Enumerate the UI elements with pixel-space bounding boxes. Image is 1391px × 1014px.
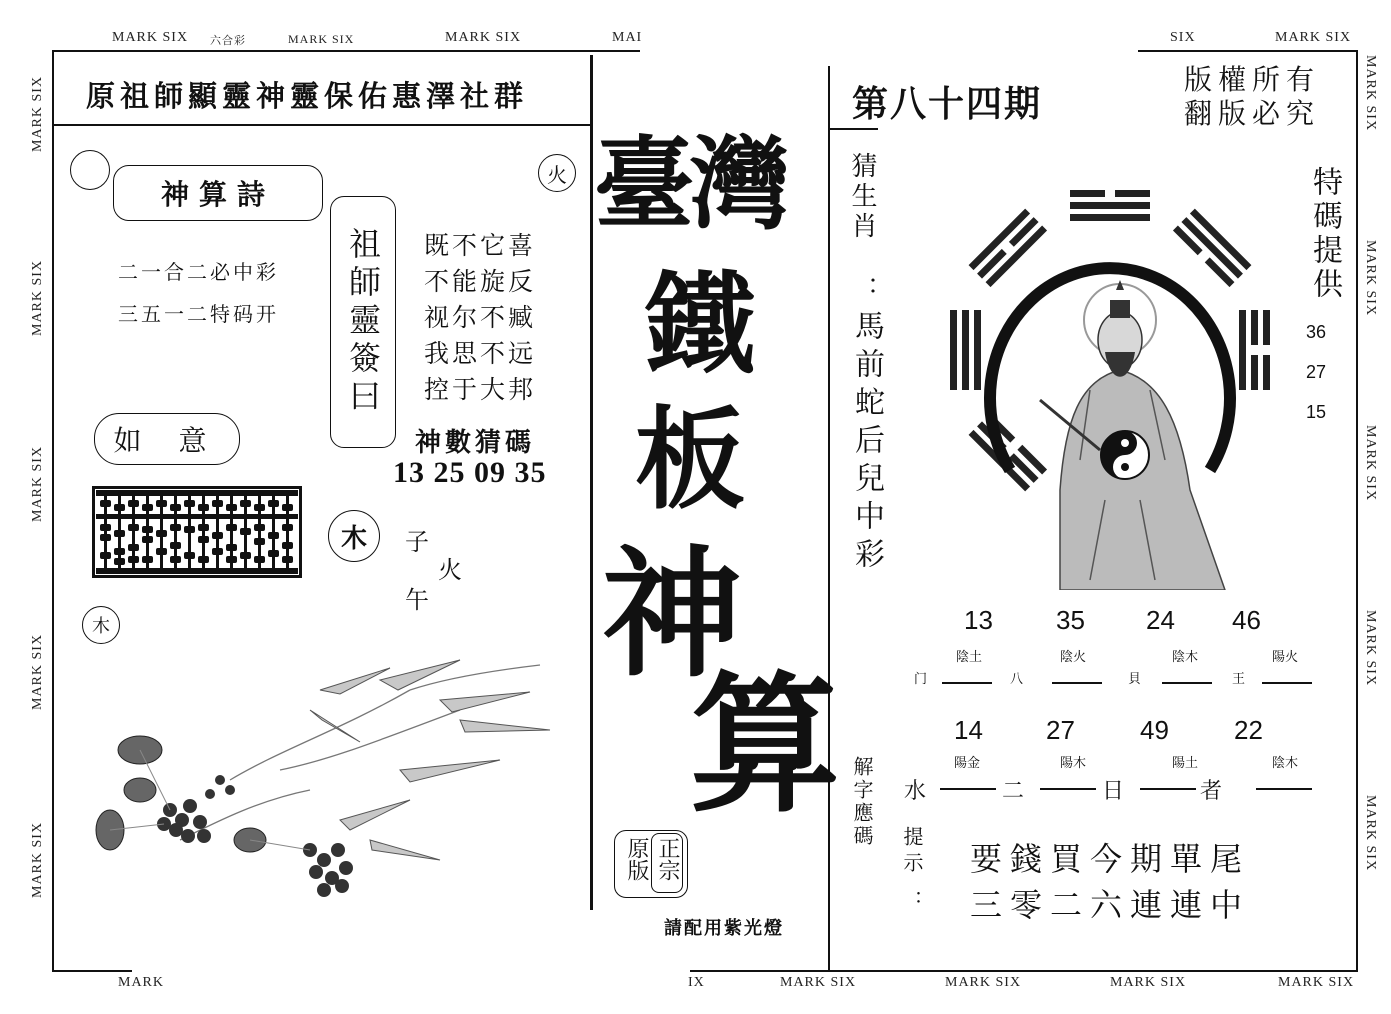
watermark-left-5: MARK SIX [30, 821, 45, 898]
issue-number: 第八十四期 [852, 83, 1043, 125]
frame-bottom-right [690, 970, 1358, 972]
bamboo-berry-illustration [80, 650, 580, 920]
title-char-1: 鐵 [645, 260, 755, 389]
row1-number-3: 24 [1146, 605, 1175, 635]
divider-left [590, 55, 593, 910]
row2-tag-2: 陽木 [1060, 756, 1087, 771]
title-char-2: 板 [635, 395, 745, 524]
watermark-right-5: MARK SIX [1363, 795, 1378, 872]
element-huo: 火 [438, 556, 462, 584]
wood-badge-small [82, 606, 120, 644]
watermark-left-3: MARK SIX [30, 445, 45, 522]
hint-label: 提示 [900, 826, 924, 878]
guess-label: 神數猜碼 [415, 428, 536, 458]
sign-box [330, 196, 396, 448]
lottery-line-2: 三五一二特码开 [118, 302, 279, 326]
row2-number-2: 27 [1046, 715, 1075, 745]
banner-underline [52, 124, 592, 126]
watermark-bottom-6: MARK SIX [1278, 975, 1355, 990]
watermark-left-4: MARK SIX [30, 633, 45, 710]
frame-bottom-left [52, 970, 132, 972]
zodiac-wu: 午 [405, 586, 429, 614]
row1-number-4: 46 [1232, 605, 1261, 635]
poem-line-4: 我思不远 [424, 339, 537, 368]
poem-line-3: 视尔不臧 [424, 303, 537, 332]
row1-tag-1: 陰土 [956, 650, 983, 665]
stamp-right-box [651, 833, 683, 893]
hint-line-1: 要錢買今期單尾 [970, 840, 1251, 878]
watermark-left-2: MARK SIX [30, 259, 45, 336]
special-number-1: 36 [1306, 322, 1327, 342]
watermark-top-6: SIX [1170, 30, 1196, 45]
authentic-stamp [614, 830, 688, 898]
title-char-4: 算 [690, 657, 841, 833]
row2-char-2: 二 [1002, 779, 1025, 804]
wood-badge [328, 510, 380, 562]
row1-number-2: 35 [1056, 605, 1085, 635]
row1-blank-2 [1052, 682, 1102, 684]
special-number-3: 15 [1306, 402, 1327, 422]
watermark-right-1: MARK SIX [1363, 55, 1378, 132]
frame-left [52, 50, 54, 972]
watermark-top-3: MARK SIX [288, 32, 355, 46]
copyright-line-2: 翻版必究 [1184, 97, 1321, 130]
hint-colon: ： [900, 890, 924, 910]
row2-number-3: 49 [1140, 715, 1169, 745]
blessing-banner: 原祖師顯靈神靈保佑惠澤社群 [86, 79, 529, 113]
row1-number-1: 13 [964, 605, 993, 635]
bagua-deity-illustration [940, 160, 1280, 590]
zodiac-text: 馬前蛇后兒中彩 [849, 310, 884, 576]
watermark-right-2: MARK SIX [1363, 240, 1378, 317]
ruyi-text: 如 意 [113, 424, 221, 457]
row2-blank-1 [940, 788, 996, 790]
zodiac-label: 猜生肖 [847, 152, 877, 242]
row1-char-3: 貝 [1128, 672, 1142, 687]
row1-tag-3: 陰木 [1172, 650, 1199, 665]
watermark-bottom-2: IX [688, 975, 705, 990]
poem-line-5: 控于大邦 [424, 375, 537, 404]
watermark-bottom-5: MARK SIX [1110, 975, 1187, 990]
poem-lines [424, 228, 536, 408]
watermark-top-4: MARK SIX [445, 30, 522, 45]
frame-top-left [52, 50, 640, 52]
watermark-bottom-1: MARK [118, 975, 165, 990]
zodiac-zi: 子 [405, 528, 429, 556]
row2-char-1: 水 [904, 779, 927, 804]
frame-right [1356, 50, 1358, 972]
row2-blank-3 [1140, 788, 1196, 790]
frame-top-right [1138, 50, 1358, 52]
title-char-3: 神 [602, 533, 743, 697]
fire-badge-text: 火 [547, 162, 567, 187]
divider-right [828, 66, 830, 970]
row2-tag-3: 陽土 [1172, 756, 1199, 771]
hint-line-2: 三零二六連連中 [970, 886, 1251, 924]
row1-blank-1 [942, 682, 992, 684]
row2-tag-4: 陰木 [1272, 756, 1299, 771]
watermark-top-5: MAI [612, 30, 643, 45]
watermark-right-3: MARK SIX [1363, 425, 1378, 502]
poem-title-text: 神算詩 [160, 178, 275, 211]
poem-line-2: 不能旋反 [424, 267, 537, 296]
row2-blank-2 [1040, 788, 1096, 790]
ruyi-box [94, 413, 240, 465]
poem-title [113, 165, 323, 221]
row2-number-1: 14 [954, 715, 983, 745]
row1-tag-4: 陽火 [1272, 650, 1299, 665]
fire-badge [538, 154, 576, 192]
watermark-top-7: MARK SIX [1275, 30, 1352, 45]
special-number-2: 27 [1306, 362, 1327, 382]
uv-light-note: 請配用紫光燈 [664, 918, 784, 939]
wood-badge-small-text: 木 [92, 616, 110, 637]
sign-box-text: 祖師靈簽曰 [344, 227, 382, 417]
watermark-top-1: MARK SIX [112, 30, 189, 45]
abacus-image [92, 486, 302, 578]
row1-tag-2: 陰火 [1060, 650, 1087, 665]
row1-char-1: 门 [914, 672, 928, 687]
row1-char-2: 八 [1010, 672, 1024, 687]
decode-label: 解字應碼 [850, 756, 874, 848]
watermark-left-1: MARK SIX [30, 75, 45, 152]
issue-underline [828, 128, 878, 130]
row2-char-4: 者 [1200, 779, 1223, 804]
watermark-bottom-4: MARK SIX [945, 975, 1022, 990]
title-taiwan: 臺灣 [594, 125, 786, 243]
row2-blank-4 [1256, 788, 1312, 790]
row1-blank-3 [1162, 682, 1212, 684]
copyright-line-1: 版權所有 [1184, 63, 1321, 96]
watermark-bottom-3: MARK SIX [780, 975, 857, 990]
stamp-left: 原版 [624, 837, 649, 881]
poem-line-1: 既不它喜 [424, 231, 537, 260]
row2-number-4: 22 [1234, 715, 1263, 745]
decorative-circle [70, 150, 110, 190]
watermark-top-2: 六合彩 [210, 35, 246, 47]
row2-char-3: 日 [1102, 779, 1125, 804]
row1-blank-4 [1262, 682, 1312, 684]
lottery-line-1: 二一合二必中彩 [118, 260, 279, 284]
special-label: 特碼提供 [1307, 166, 1342, 302]
guess-numbers: 13 25 09 35 [393, 456, 547, 489]
wood-badge-text: 木 [340, 523, 367, 554]
row2-tag-1: 陽金 [954, 756, 981, 771]
zodiac-colon: ： [849, 276, 879, 302]
stamp-right: 正宗 [655, 837, 680, 881]
watermark-right-4: MARK SIX [1363, 610, 1378, 687]
row1-char-4: 王 [1232, 672, 1246, 687]
